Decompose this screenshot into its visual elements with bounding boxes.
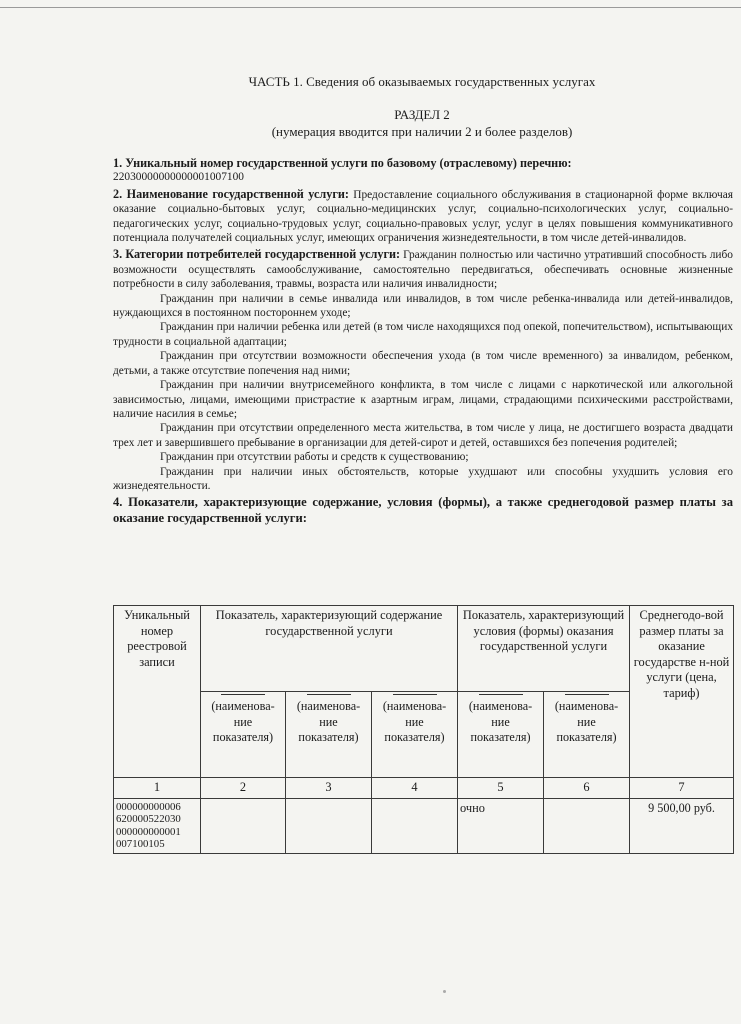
consumer-category: Гражданин при наличии ребенка или детей (в том числе находящихся под опекой, попечительством), испытывающих трудности в социальной адаптации; — [113, 321, 733, 348]
consumer-category: Гражданин при отсутствии работы и средств к существованию; — [160, 451, 469, 464]
column-numbers-row — [114, 778, 734, 799]
part-title: ЧАСТЬ 1. Сведения об оказываемых государственных услугах — [248, 74, 596, 89]
column-number: 4 — [372, 778, 458, 799]
header-average-price: Среднегодо-вой размер платы за оказание государстве н-ной услуги (цена, тариф) — [630, 606, 734, 778]
table-row — [114, 798, 734, 853]
item3-paragraph — [113, 247, 733, 291]
item1-heading: 1. Уникальный номер государственной услуги по базовому (отраслевому) перечню: — [113, 156, 572, 170]
header-conditions-indicator: Показатель, характеризующий условия (формы) оказания государственной услуги — [458, 606, 630, 692]
consumer-category: Гражданин при отсутствии определенного места жительства, в том числе у лица, не достигшего возраста двадцати трех лет и завершившего пребывание в организации для детей-сирот и детей, оставшихся без попечения родителей; — [113, 422, 733, 449]
header-content-indicator: Показатель, характеризующий содержание государственной услуги — [201, 606, 458, 692]
condition-indicator-value — [544, 798, 630, 853]
column-number: 7 — [630, 778, 734, 799]
item2-heading: 2. Наименование государственной услуги: — [113, 186, 349, 201]
indicators-table — [113, 605, 734, 854]
consumer-category: Гражданин при отсутствии возможности обеспечения ухода (в том числе временного) за инвалидом, ребенком, детьми, а также отсутствие попечения над ними; — [113, 350, 733, 377]
subheader-indicator-name: (наименова-ние показателя) — [201, 692, 286, 778]
subheader-indicator-name: (наименова-ние показателя) — [544, 692, 630, 778]
content-indicator-value — [286, 798, 372, 853]
condition-indicator-value: очно — [458, 798, 544, 853]
scan-smudge — [443, 990, 446, 993]
header-unique-number: Уникальный номер реестровой записи — [114, 606, 201, 778]
item4-heading: 4. Показатели, характеризующие содержание, условия (формы), а также среднегодовой размер платы за оказание государственной услуги: — [113, 495, 733, 525]
content-indicator-value — [372, 798, 458, 853]
item3-heading: 3. Категории потребителей государственной услуги: — [113, 247, 401, 262]
registry-record-number: 000000000006 620000522030 000000000001 007100105 — [114, 798, 201, 853]
column-number: 5 — [458, 778, 544, 799]
column-number: 3 — [286, 778, 372, 799]
subheader-indicator-name: (наименова-ние показателя) — [372, 692, 458, 778]
item2-text: Предоставление социального обслуживания в стационарной форме включая оказание социально-бытовых услуг, социально-медицинских услуг, социально-психологических услуг, социально-педагогических услуг, социально-трудовых услуг, социально-правовых услуг, услуг в целях повышения коммуникативного потенциала получателей социальных услуг, имеющих ограничения жизнедеятельности, в том числе детей-инвалидов. — [113, 188, 733, 245]
item2-paragraph — [113, 187, 733, 246]
average-price-value: 9 500,00 руб. — [630, 798, 734, 853]
consumer-category: Гражданин при наличии внутрисемейного конфликта, в том числе с лицами с наркотической или алкогольной зависимостью, лицами, имеющими пристрастие к азартным играм, лицами, страдающими психическими расстройствами, наличие насилия в семье; — [113, 379, 733, 420]
item3-text: Гражданин полностью или частично утративший способность либо возможности осуществлять самообслуживание, самостоятельно передвигаться, обеспечивать основные жизненные потребности в силу заболевания, травмы, возраста или наличия инвалидности; — [113, 249, 733, 291]
column-number: 1 — [114, 778, 201, 799]
section-block — [113, 106, 731, 140]
section-note: (нумерация вводится при наличии 2 и более разделов) — [271, 124, 573, 139]
document-body — [113, 156, 733, 526]
service-code: 22030000000000001007100 — [113, 171, 244, 184]
subheader-indicator-name: (наименова-ние показателя) — [286, 692, 372, 778]
subheader-indicator-name: (наименова-ние показателя) — [458, 692, 544, 778]
scan-top-border — [0, 7, 741, 8]
column-number: 2 — [201, 778, 286, 799]
consumer-category: Гражданин при наличии иных обстоятельств, которые ухудшают или способны ухудшить условия его жизнедеятельности. — [113, 465, 733, 492]
consumer-category: Гражданин при наличии в семье инвалида или инвалидов, в том числе ребенка-инвалида или детей-инвалидов, нуждающихся в постоянном постороннем уходе; — [113, 292, 733, 320]
column-number: 6 — [544, 778, 630, 799]
section-title: РАЗДЕЛ 2 — [394, 107, 450, 122]
content-indicator-value — [201, 798, 286, 853]
